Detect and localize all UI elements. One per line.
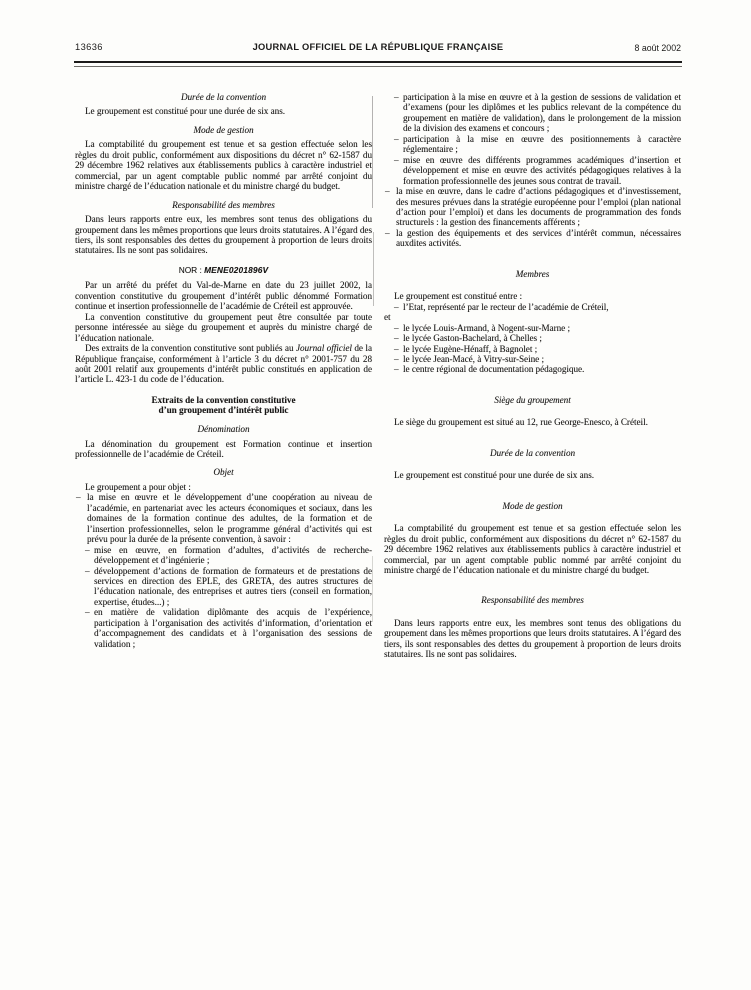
list-item: – le lycée Eugène-Hénaff, à Bagnolet ; <box>394 343 538 354</box>
paragraph <box>75 343 372 385</box>
list-item: – l’Etat, représenté par le recteur de l’académie de Créteil, <box>394 301 609 312</box>
section-heading: Mode de gestion <box>502 500 563 511</box>
list-dash: – <box>394 353 399 364</box>
paragraph: Dans leurs rapports entre eux, les membres sont tenus des obligations du groupement dans les mêmes proportions que leurs droits statutaires. A l’égard des tiers, ils sont responsables des dettes du groupement à proportion de leurs droits statutaires. Ils ne sont pas solidaires. <box>75 214 372 256</box>
section-heading: Responsabilité des membres <box>481 595 584 606</box>
list-item: – participation à la mise en œuvre des positionnements à caractère réglementaire ; <box>394 133 681 155</box>
list-dash: – <box>394 333 399 344</box>
scan-artifact-line <box>372 556 373 622</box>
paragraph: La comptabilité du groupement est tenue et sa gestion effectuée selon les règles du droit public, conformément aux dispositions du décret n° 62-1587 du 29 décembre 1962 relatives aux établissements publics à caractère industriel et commercial, par un agent comptable public nommé par arrêté conjoint du ministre chargé de l’éducation nationale et du ministre chargé du budget. <box>384 523 681 575</box>
list-item: – le centre régional de documentation pédagogique. <box>394 364 585 375</box>
paragraph: Le siège du groupement est situé au 12, rue George-Enesco, à Créteil. <box>394 417 648 428</box>
connector-text: et <box>384 312 391 323</box>
right-column <box>384 92 681 660</box>
list-dash: – <box>394 343 399 354</box>
paragraph: La comptabilité du groupement est tenue et sa gestion effectuée selon les règles du droit public, conformément aux dispositions du décret n° 62-1587 du 29 décembre 1962 relatives aux établissements publics à caractère industriel et commercial, par un agent comptable public nommé par arrêté conjoint du ministre chargé de l’éducation nationale et du ministre chargé du budget. <box>75 139 372 192</box>
list-dash: – <box>85 607 90 618</box>
list-item: – mise en œuvre des différents programmes académiques d’insertion et développement et mise en œuvre des activités pédagogiques relatives à la formation professionnelle des jeunes sous contrat de travail. <box>394 154 681 186</box>
scan-artifact-line <box>373 232 374 306</box>
issue-date: 8 août 2002 <box>634 42 681 53</box>
list-dash: – <box>385 186 390 197</box>
section-heading: Dénomination <box>197 424 250 435</box>
list-dash: – <box>385 227 390 238</box>
section-heading: Durée de la convention <box>180 92 267 102</box>
scan-artifact-line <box>372 96 373 208</box>
list-dash: – <box>394 154 399 165</box>
paragraph: Le groupement est constitué pour une durée de six ans. <box>85 106 286 117</box>
nor-code: MENE0201896V <box>204 264 269 275</box>
journal-title: JOURNAL OFFICIEL DE LA RÉPUBLIQUE FRANÇAISE <box>252 42 504 52</box>
list-dash: – <box>394 92 399 102</box>
list-dash: – <box>394 364 399 375</box>
list-dash: – <box>85 544 90 555</box>
list-item: – participation à la mise en œuvre et à la gestion de sessions de validation et d’examens (pour les diplômes et les publics relevant de la compétence du groupement en matière de validation), dans le prolongement de la mission de la division des examens et concours ; <box>394 92 681 134</box>
list-dash: – <box>85 565 90 576</box>
italic-text: Journal officiel <box>295 343 352 354</box>
list-item: – développement d’actions de formation de formateurs et de prestations de services en direction des EPLE, des GRETA, des autres structures de l’éducation nationale, des entreprises et autres tiers (conseil en formation, expertise, études...) ; <box>85 565 372 607</box>
header-rule-thin <box>74 66 682 67</box>
paragraph: Le groupement est constitué pour une durée de six ans. <box>394 470 595 481</box>
list-item: – le lycée Jean-Macé, à Vitry-sur-Seine ; <box>394 353 545 364</box>
section-heading: Siège du groupement <box>494 394 571 405</box>
text-run: Des extraits de la convention constitutive sont publiés au <box>85 343 296 354</box>
paragraph: La dénomination du groupement est Formation continue et insertion professionnelle de l’académie de Créteil. <box>75 438 372 459</box>
list-item: – en matière de validation diplômante des acquis de l’expérience, participation à l’organisation des activités d’information, d’orientation et d’accompagnement des candidats et à l’organisation des sessions de validation ; <box>85 607 372 649</box>
header-rule-thick <box>74 61 682 63</box>
list-dash: – <box>76 492 81 503</box>
nor-line <box>75 265 372 275</box>
section-heading: Mode de gestion <box>193 124 254 135</box>
list-dash: – <box>394 322 399 333</box>
paragraph: Le groupement est constitué entre : <box>394 291 523 302</box>
bold-heading-line: d’un groupement d’intérêt public <box>158 405 289 416</box>
list-item: – mise en œuvre, en formation d’adultes, d’activités de recherche-développement et d’ingénierie ; <box>85 544 372 566</box>
section-heading: Responsabilité des membres <box>172 199 275 210</box>
list-dash: – <box>394 301 399 312</box>
list-item: – le lycée Louis-Armand, à Nogent-sur-Marne ; <box>394 322 570 333</box>
bold-heading <box>75 395 372 416</box>
paragraph: Dans leurs rapports entre eux, les membres sont tenus des obligations du groupement dans les mêmes proportions que leurs droits statutaires. A l’égard des tiers, ils sont responsables des dettes du groupement à proportion de leurs droits statutaires. Ils ne sont pas solidaires. <box>384 617 681 660</box>
text-run: de la République française, conformément à l’article 3 du décret n° 2001-757 du 28 août 2001 relatif aux groupements d’intérêt public constitués en application de l’article L. 423-1 du code de l’éducation. <box>75 343 372 385</box>
page-number: 13636 <box>75 42 103 52</box>
list-dash: – <box>394 133 399 144</box>
paragraph: Par un arrêté du préfet du Val-de-Marne en date du 23 juillet 2002, la convention constitutive du groupement d’intérêt public dénommé Formation continue et insertion professionnelle de l’académie de Créteil est approuvée. <box>75 280 372 312</box>
section-heading: Durée de la convention <box>489 447 576 458</box>
page-header <box>75 41 681 55</box>
paragraph: Le groupement a pour objet : <box>85 481 191 492</box>
section-heading: Objet <box>213 467 234 478</box>
paragraph: La convention constitutive du groupement peut être consultée par toute personne intéressée au siège du groupement et auprès du ministre chargé de l’éducation nationale. <box>75 311 372 343</box>
list-item: – la mise en œuvre, dans le cadre d’actions pédagogiques et d’investissement, des mesures prévues dans la stratégie européenne pour l’emploi (plan national d’action pour l’emploi) et dans les documents de programmation des fonds structurels : la gestion des financements afférents ; <box>385 186 681 228</box>
section-heading: Membres <box>515 268 550 279</box>
bold-heading-line: Extraits de la convention constitutive <box>151 394 296 405</box>
list-item: – la mise en œuvre et le développement d’une coopération au niveau de l’académie, en partenariat avec les acteurs économiques et sociaux, dans les domaines de la formation continue des adultes, de la formation et de l’insertion professionnelles, selon le programme général d’activités qui est prévu pour la durée de la présente convention, à savoir : <box>76 492 372 545</box>
nor-label: NOR : <box>178 264 205 275</box>
list-item: – la gestion des équipements et des services d’intérêt commun, nécessaires auxdites activités. <box>385 227 681 249</box>
list-item: – le lycée Gaston-Bachelard, à Chelles ; <box>394 333 542 344</box>
left-column <box>75 92 372 649</box>
